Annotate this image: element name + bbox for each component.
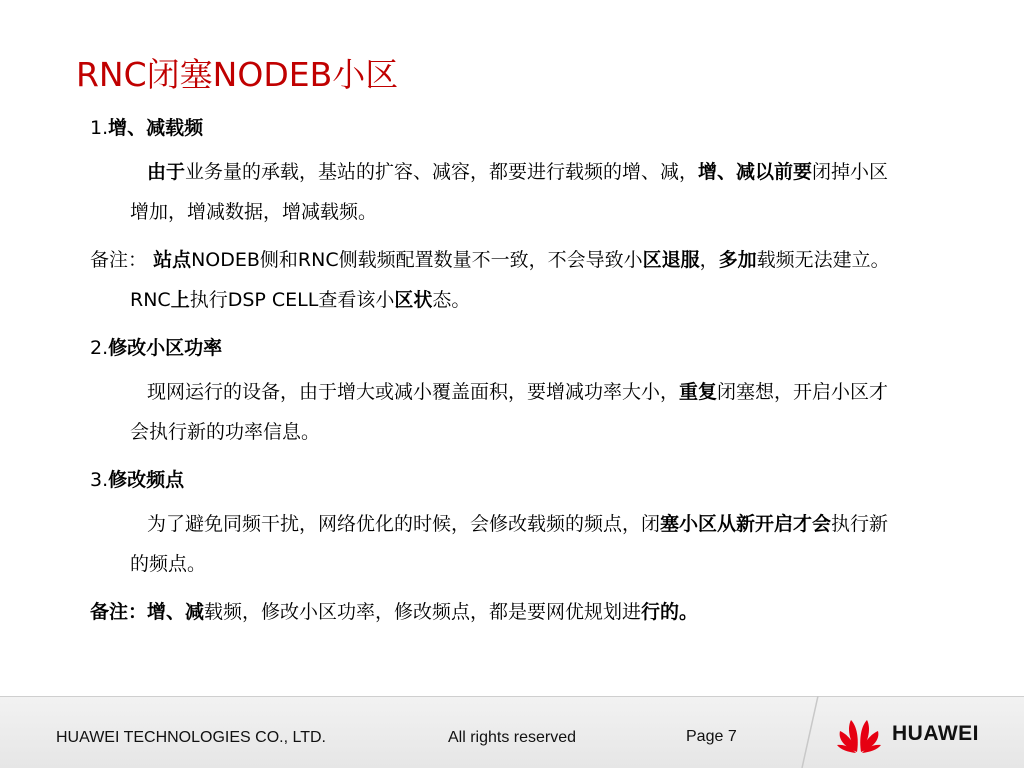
text-bold: 塞小区从新开启才会 [660, 513, 832, 535]
section-1-heading [90, 108, 890, 148]
section-1-paragraph [90, 152, 890, 232]
footer-divider-line [0, 696, 1024, 697]
text-run: 载频，修改小区功率，修改频点，都是要网优规划进 [204, 601, 642, 623]
section-3-title: 修改频点 [108, 469, 185, 491]
section-2-heading [90, 328, 890, 368]
text-bold: 行的。 [641, 601, 699, 623]
text-run: 闭塞想，开启小区才会执行新的功率信息。 [130, 381, 889, 443]
text-run: 载频无法建立。 RNC [130, 249, 890, 311]
text-bold: 由于 [147, 161, 186, 183]
note-label: 备注： [90, 249, 148, 271]
footer-page-number: Page 7 [686, 728, 737, 745]
section-2-title: 修改小区功率 [108, 337, 223, 359]
text-run: 业务量的承载，基站的扩容、减容，都要进行载频的增、减， [185, 161, 699, 183]
text-run: 态。 [432, 289, 471, 311]
huawei-logo-wordmark: HUAWEI [892, 722, 979, 745]
footer-diagonal-divider [796, 696, 826, 768]
text-run: 执行新的频点。 [130, 513, 889, 575]
slide-content [90, 108, 890, 640]
text-bold: 站点 [153, 249, 192, 271]
section-2-paragraph [90, 372, 890, 452]
section-3-note [90, 592, 890, 632]
text-run: 为了避免同频干扰，网络优化的时候，会修改载频的频点，闭 [147, 513, 661, 535]
text-run: ， [699, 249, 719, 271]
section-1-note [90, 240, 890, 320]
text-bold: 多加 [718, 249, 757, 271]
section-1-number: 1. [90, 117, 109, 139]
text-bold: 区退服 [642, 249, 700, 271]
section-3-number: 3. [90, 469, 109, 491]
section-2-number: 2. [90, 337, 109, 359]
footer-rights: All rights reserved [448, 729, 577, 746]
text-run: NODEB侧和RNC侧载频配置数量不一致，不会导致小 [191, 249, 643, 271]
slide-footer [0, 696, 1024, 768]
text-bold: 增、减以前要 [698, 161, 813, 183]
text-run: 现网运行的设备，由于增大或减小覆盖面积，要增减功率大小， [147, 381, 680, 403]
text-bold: 备注：增、减 [90, 601, 205, 623]
text-run: 闭掉小区增加，增减数据，增减载频。 [130, 161, 889, 223]
huawei-petal-logo-icon [836, 714, 882, 754]
footer-company: HUAWEI TECHNOLOGIES CO., LTD. [56, 729, 326, 746]
text-bold: 重复 [679, 381, 718, 403]
section-3-heading [90, 460, 890, 500]
text-bold: 上 [170, 289, 190, 311]
section-3-paragraph [90, 504, 890, 584]
section-1-title: 增、减载频 [108, 117, 204, 139]
text-bold: 区状 [394, 289, 433, 311]
text-run: 执行DSP CELL查看该小 [189, 289, 395, 311]
slide-title: RNC闭塞NODEB小区 [76, 55, 399, 94]
